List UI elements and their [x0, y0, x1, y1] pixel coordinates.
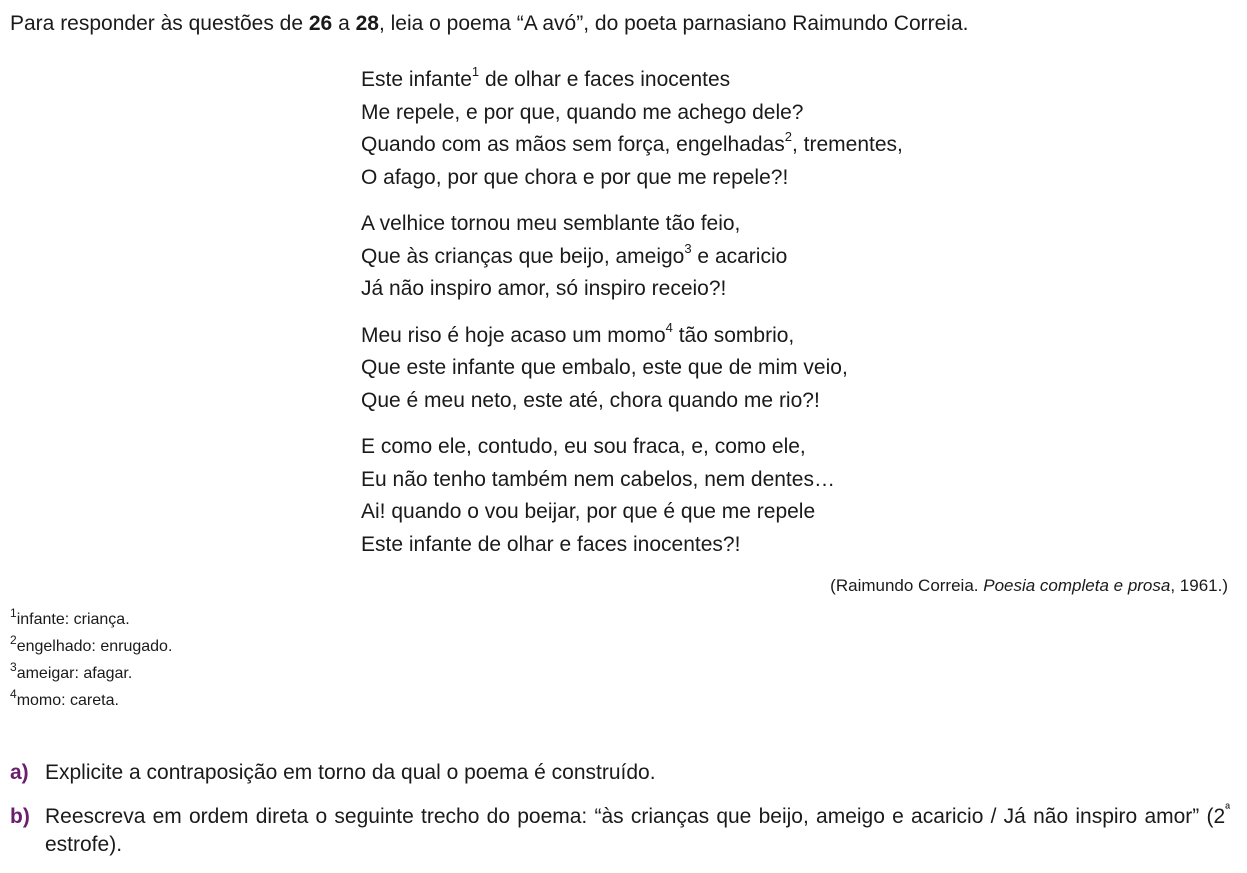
verse: Eu não tenho também nem cabelos, nem dentes… [361, 467, 835, 491]
footnote-ref: 1 [471, 64, 480, 79]
verse: Este infante de olhar e faces inocentes?! [361, 532, 741, 556]
stanza-2 [361, 208, 903, 306]
stanza-3 [361, 320, 903, 418]
footnote [10, 606, 172, 633]
verse-text: Quando com as mãos sem força, engelhadas [361, 133, 785, 156]
verse-text: Que às crianças que beijo, ameigo [361, 244, 685, 268]
footnotes [10, 606, 172, 714]
footnote-number: 1 [10, 605, 17, 620]
intro-text-2: a [332, 12, 356, 35]
verse: O afago, por que chora e por que me repele?! [361, 165, 789, 189]
verse-text: de olhar e faces inocentes [479, 68, 731, 91]
verse [361, 320, 903, 353]
question-text-part: estrofe). [45, 833, 123, 856]
footnote-text: ameigar: afagar. [16, 665, 133, 682]
question-a [10, 759, 1230, 787]
question-text [45, 803, 1230, 859]
footnote [10, 687, 172, 714]
stanza-1 [361, 64, 903, 194]
question-number-end: 28 [355, 12, 379, 35]
intro-text-1: Para responder às questões de [10, 12, 309, 35]
question-text: Explicite a contraposição em torno da qual o poema é construído. [45, 761, 656, 784]
verse-text: e acaricio [691, 244, 788, 268]
verse: Que este infante que embalo, este que de mim veio, [361, 356, 848, 379]
verse: E como ele, contudo, eu sou fraca, e, como ele, [361, 435, 806, 458]
verse: Já não inspiro amor, só inspiro receio?! [361, 277, 727, 300]
footnote [10, 633, 172, 660]
citation-text: (Raimundo Correia. [830, 576, 984, 595]
verse: Me repele, e por que, quando me achego dele? [361, 100, 804, 124]
footnote-ref: 3 [684, 240, 692, 256]
intro-instruction [10, 10, 968, 38]
verse [361, 241, 903, 274]
poem [361, 64, 903, 561]
citation-text: , 1961.) [1170, 576, 1228, 595]
verse: Ai! quando o vou beijar, por que é que me repele [361, 500, 816, 523]
stanza-4 [361, 431, 903, 561]
intro-text-3: , leia o poema “A avó”, do poeta parnasiano Raimundo Correia. [378, 12, 969, 35]
ordinal-indicator: ª [1225, 801, 1230, 816]
footnote-text: engelhado: enrugado. [16, 638, 173, 655]
source-citation [830, 574, 1228, 598]
footnote-text: momo: careta. [16, 692, 119, 709]
verse-text: , trementes, [791, 133, 903, 156]
footnote-number: 3 [10, 659, 17, 674]
footnote [10, 660, 172, 687]
footnote-ref: 2 [784, 129, 792, 144]
question-b [10, 803, 1230, 859]
verse-text: Meu riso é hoje acaso um momo [361, 323, 666, 347]
question-number-start: 26 [308, 12, 333, 35]
verse-text: tão sombrio, [672, 323, 795, 347]
question-text-part: Reescreva em ordem direta o seguinte trecho do poema: “às crianças que beijo, ameigo e acaricio / Já não inspiro amor” (2 [45, 805, 1226, 828]
verse-text: Este infante [361, 68, 472, 91]
question-letter: b) [10, 805, 30, 828]
footnote-ref: 4 [665, 319, 673, 335]
verse [361, 64, 903, 97]
verse [361, 129, 903, 162]
book-title: Poesia completa e prosa [983, 576, 1171, 595]
footnote-number: 2 [10, 632, 17, 647]
verse: Que é meu neto, este até, chora quando me rio?! [361, 388, 820, 412]
footnote-text: infante: criança. [16, 611, 130, 628]
verse: A velhice tornou meu semblante tão feio, [361, 212, 741, 235]
footnote-number: 4 [10, 686, 17, 701]
question-letter: a) [10, 761, 29, 784]
